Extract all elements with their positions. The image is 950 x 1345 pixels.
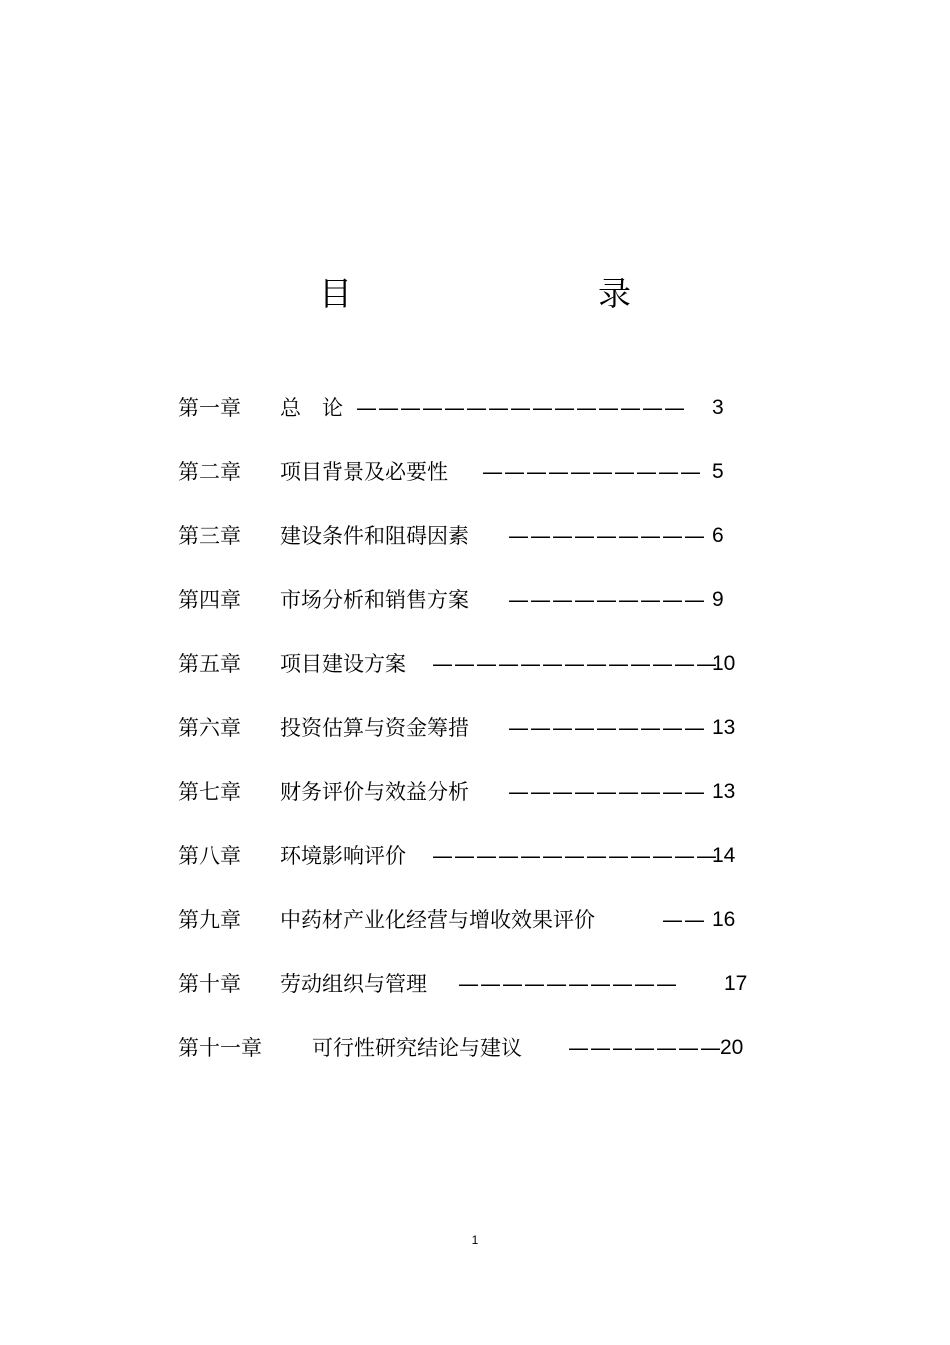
toc-page-number: 6 [712,524,724,547]
toc-leader: ————————— [508,588,706,612]
toc-leader: ————————— [508,716,706,740]
table-of-contents [178,390,778,1094]
toc-page-number: 20 [720,1036,744,1059]
toc-chapter-label: 第六章 [178,716,241,740]
toc-entry-title: 投资估算与资金筹措 [280,716,469,740]
toc-leader: —— [662,908,706,932]
toc-leader: —————————— [458,972,678,996]
toc-chapter-label: 第七章 [178,780,241,804]
toc-entry-4[interactable] [178,582,778,646]
toc-chapter-label: 第一章 [178,396,241,420]
toc-page-number: 13 [712,716,736,739]
toc-entry-8[interactable] [178,838,778,902]
toc-leader: —————————— [482,460,702,484]
toc-page-number: 9 [712,588,724,611]
toc-page-number: 3 [712,396,724,419]
toc-entry-title: 可行性研究结论与建议 [312,1036,522,1060]
toc-page-number: 14 [712,844,736,867]
toc-chapter-label: 第五章 [178,652,241,676]
toc-entry-5[interactable] [178,646,778,710]
toc-leader: ————————————— [432,844,718,868]
toc-entry-title: 中药材产业化经营与增收效果评价 [280,908,595,932]
toc-page-number: 17 [724,972,748,995]
toc-entry-10[interactable] [178,966,778,1030]
toc-leader: ————————————— [432,652,718,676]
toc-chapter-label: 第二章 [178,460,241,484]
page-title: 目 录 [319,274,691,313]
toc-chapter-label: 第三章 [178,524,241,548]
toc-page-number: 13 [712,780,736,803]
toc-entry-title: 财务评价与效益分析 [280,780,469,804]
toc-entry-title: 项目建设方案 [280,652,406,676]
toc-entry-3[interactable] [178,518,778,582]
toc-chapter-label: 第四章 [178,588,241,612]
toc-entry-9[interactable] [178,902,778,966]
toc-entry-11[interactable] [178,1030,778,1094]
toc-page-number: 10 [712,652,736,675]
toc-entry-title: 环境影响评价 [280,844,406,868]
toc-chapter-label: 第十章 [178,972,241,996]
toc-entry-2[interactable] [178,454,778,518]
toc-entry-title: 建设条件和阻碍因素 [280,524,469,548]
toc-page-number: 16 [712,908,736,931]
toc-chapter-label: 第九章 [178,908,241,932]
footer-page-number: 1 [471,1233,479,1247]
toc-leader: ————————— [508,780,706,804]
toc-entry-1[interactable] [178,390,778,454]
toc-entry-title: 劳动组织与管理 [280,972,427,996]
toc-chapter-label: 第十一章 [178,1036,262,1060]
toc-entry-title: 项目背景及必要性 [280,460,448,484]
toc-chapter-label: 第八章 [178,844,241,868]
toc-entry-title: 市场分析和销售方案 [280,588,469,612]
toc-leader: ————————— [508,524,706,548]
toc-leader: ——————— [568,1036,722,1060]
toc-entry-title: 总 论 [280,396,343,420]
toc-leader: ——————————————— [356,396,686,420]
toc-entry-6[interactable] [178,710,778,774]
toc-page-number: 5 [712,460,724,483]
toc-entry-7[interactable] [178,774,778,838]
